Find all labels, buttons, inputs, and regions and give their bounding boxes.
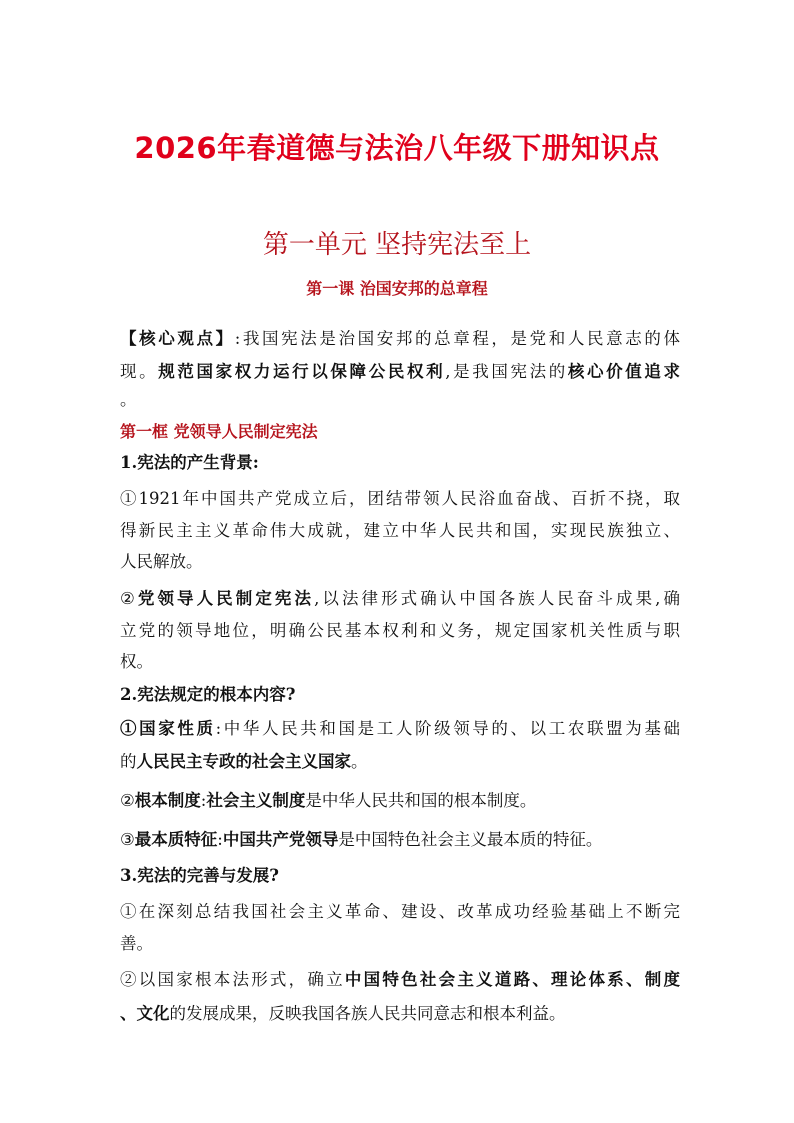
q1-p2-line-3: 权。 xyxy=(120,652,153,671)
core-line-3: 。 xyxy=(120,390,137,409)
q3-heading: 3.宪法的完善与发展? xyxy=(120,866,279,885)
q3-p2-line-1: ②以国家根本法形式，确立中国特色社会主义道路、理论体系、制度 xyxy=(120,970,681,989)
core-line-1: 【核心观点】:我国宪法是治国安邦的总章程，是党和人民意志的体 xyxy=(120,329,681,348)
lesson-heading: 第一课 治国安邦的总章程 xyxy=(306,279,488,298)
q2-p1-line-1: ①国家性质:中华人民共和国是工人阶级领导的、以工农联盟为基础 xyxy=(120,719,680,738)
q2-p2: ②根本制度:社会主义制度是中华人民共和国的根本制度。 xyxy=(120,791,537,810)
q1-heading: 1.宪法的产生背景: xyxy=(120,453,259,472)
q1-p1-line-1: ①1921年中国共产党成立后，团结带领人民浴血奋战、百折不挠，取 xyxy=(120,489,680,508)
q1-p2-line-1: ②党领导人民制定宪法,以法律形式确认中国各族人民奋斗成果,确 xyxy=(120,589,680,608)
q1-p1-line-3: 人民解放。 xyxy=(120,552,203,571)
unit-heading: 第一单元 坚持宪法至上 xyxy=(262,230,532,260)
q2-heading: 2.宪法规定的根本内容? xyxy=(120,685,296,704)
q2-p3: ③最本质特征:中国共产党领导是中国特色社会主义最本质的特征。 xyxy=(120,830,603,849)
q2-p1-line-2: 的人民民主专政的社会主义国家。 xyxy=(120,752,368,771)
q3-p1-line-1: ①在深刻总结我国社会主义革命、建设、改革成功经验基础上不断完 xyxy=(120,902,680,921)
q3-p1-line-2: 善。 xyxy=(120,934,153,953)
core-label: 【核心观点】 xyxy=(120,329,235,348)
page-title: 2026年春道德与法治八年级下册知识点 xyxy=(134,131,660,165)
q3-p2-line-2: 、文化的发展成果，反映我国各族人民共同意志和根本利益。 xyxy=(120,1004,566,1023)
frame-heading: 第一框 党领导人民制定宪法 xyxy=(120,422,318,441)
q1-p2-line-2: 立党的领导地位，明确公民基本权利和义务，规定国家机关性质与职 xyxy=(120,621,680,640)
q1-p1-line-2: 得新民主主义革命伟大成就，建立中华人民共和国，实现民族独立、 xyxy=(120,521,680,540)
core-line-2: 现。规范国家权力运行以保障公民权利,是我国宪法的核心价值追求 xyxy=(120,362,681,381)
